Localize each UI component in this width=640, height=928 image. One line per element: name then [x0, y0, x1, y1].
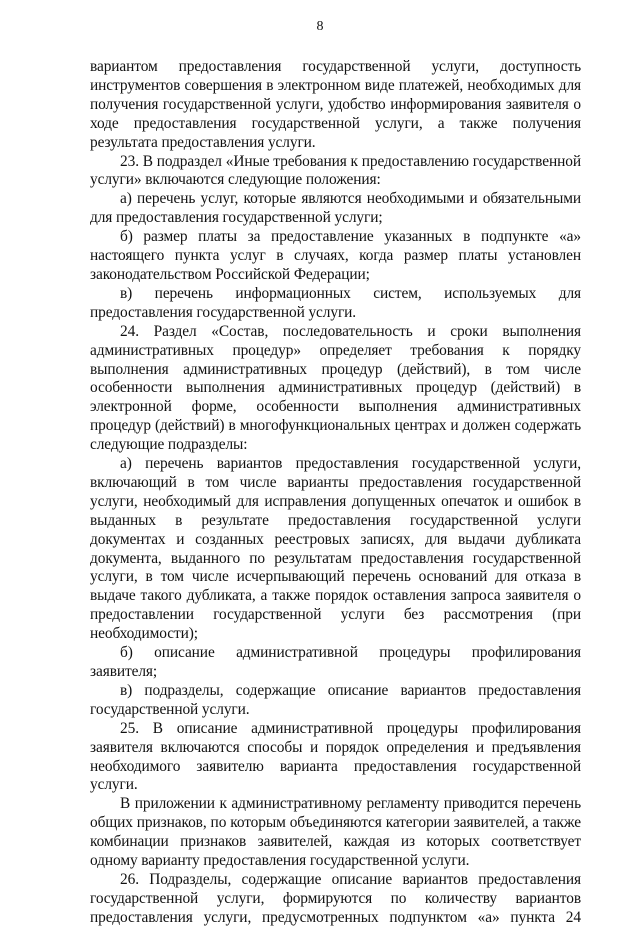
paragraph-item-23-b: б) размер платы за предоставление указанных в подпункте «а» настоящего пункта услуг в случаях, когда размер платы установлен законодательством Российской Федерации;	[90, 228, 581, 283]
paragraph-annex-note: В приложении к административному регламенту приводится перечень общих признаков, по которым объединяются категории заявителей, а также комбинации признаков заявителей, каждая из которых соответствует одному варианту предоставления государственной услуги.	[90, 795, 581, 870]
paragraph-item-23-a: а) перечень услуг, которые являются необходимыми и обязательными для предоставления государственной услуги;	[90, 190, 581, 227]
paragraph-item-25: 25. В описание административной процедуры профилирования заявителя включаются способы и порядок определения и предъявления необходимого заявителю варианта предоставления государственной услуги.	[90, 719, 581, 794]
paragraph-item-24: 24. Раздел «Состав, последовательность и сроки выполнения административных процедур» определяет требования к порядку выполнения административных процедур (действий), в том числе особенности выполнения административных процедур (действий) в электронной форме, особенности выполнения административных процедур (действий) в многофункциональных центрах и должен содержать следующие подразделы:	[90, 322, 581, 454]
paragraph-item-23-v: в) перечень информационных систем, используемых для предоставления государственной услуги.	[90, 284, 581, 321]
paragraph-item-23: 23. В подраздел «Иные требования к предоставлению государственной услуги» включаются следующие положения:	[90, 152, 581, 189]
page-number: 8	[316, 19, 324, 34]
paragraph-item-26: 26. Подразделы, содержащие описание вариантов предоставления государственной услуги, формируются по количеству вариантов предоставления услуги, предусмотренных подпунктом «а» пункта 24	[90, 870, 581, 926]
paragraph-item-24-v: в) подразделы, содержащие описание вариантов предоставления государственной услуги.	[90, 681, 581, 718]
paragraph-item-24-b: б) описание административной процедуры профилирования заявителя;	[90, 644, 581, 680]
paragraph-item-24-a: а) перечень вариантов предоставления государственной услуги, включающий в том числе варианты предоставления государственной услуги, необходимый для исправления допущенных опечаток и ошибок в выданных в результате предоставления государственной услуги документах и созданных реестровых записях, для выдачи дубликата документа, выданного по результатам предоставления государственной услуги, в том числе исчерпывающий перечень оснований для отказа в выдаче такого дубликата, а также порядок оставления запроса заявителя о предоставлении государственной услуги без рассмотрения (при необходимости);	[90, 455, 581, 643]
document-body	[90, 58, 581, 928]
paragraph-continuation: вариантом предоставления государственной услуги, доступность инструментов совершения в электронном виде платежей, необходимых для получения государственной услуги, удобство информирования заявителя о ходе предоставления государственной услуги, а также получения результата предоставления услуги.	[90, 58, 581, 151]
